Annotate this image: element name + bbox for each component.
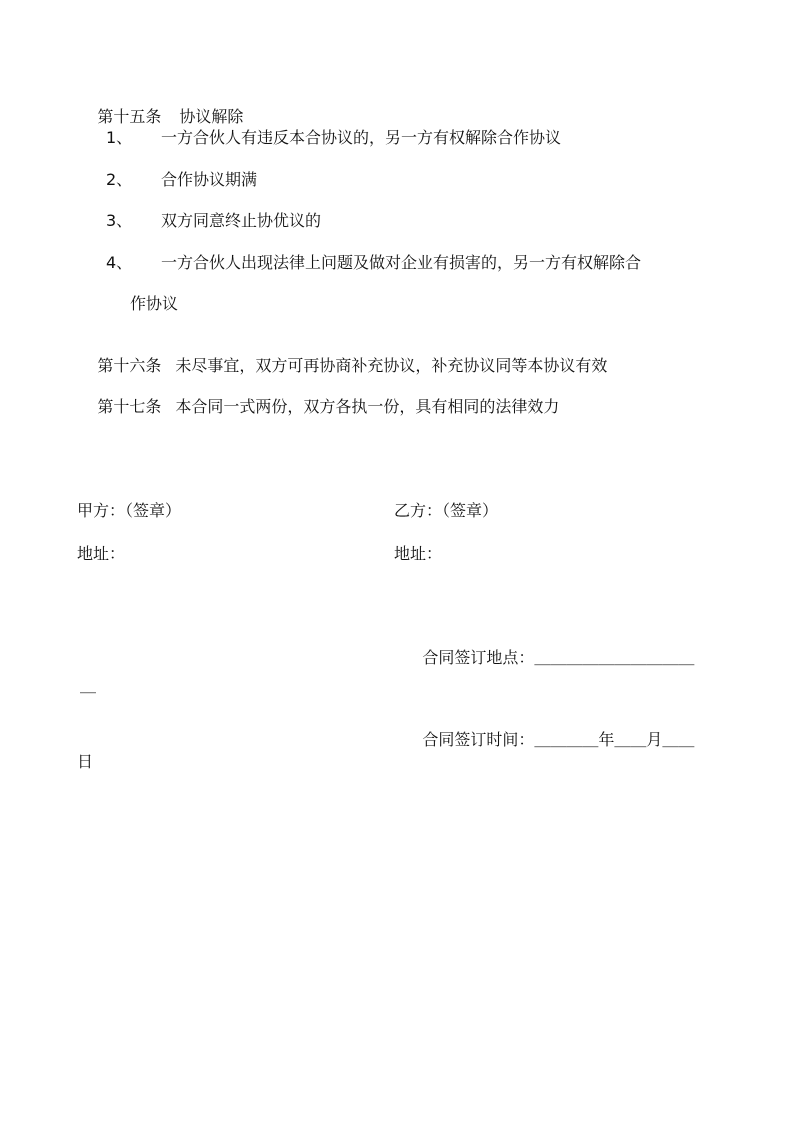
signing-time: [402, 710, 694, 770]
signing-time-label: 合同签订时间：: [422, 730, 535, 749]
article-15-item-2-text: 合作协议期满: [161, 170, 258, 189]
signing-location-blank: ＿＿＿＿＿＿＿＿＿＿: [534, 648, 695, 667]
article-17-text: 本合同一式两份，双方各执一份，具有相同的法律效力: [175, 397, 560, 416]
signing-location-label: 合同签订地点：: [422, 648, 535, 667]
article-17: [77, 377, 559, 437]
article-15-item-1-number: 1、: [106, 128, 133, 147]
party-a-signature: 甲方：（签章）: [77, 501, 182, 520]
article-15-item-4-continuation: 作协议: [130, 294, 179, 313]
party-b-address: 地址：: [394, 544, 443, 563]
article-15-item-4-number: 4、: [106, 253, 133, 272]
article-16-number: 第十六条: [97, 356, 162, 375]
article-15-item-1-text: 一方合伙人有违反本合协议的，另一方有权解除合作协议: [161, 128, 562, 147]
party-a-address: 地址：: [77, 544, 126, 563]
signing-time-day: 日: [77, 752, 94, 771]
article-15-item-3-text: 双方同意终止协优议的: [161, 211, 322, 230]
signing-location: [402, 628, 694, 688]
party-b-signature: 乙方：（签章）: [394, 501, 499, 520]
signing-location-blank-wrap: ＿: [80, 676, 97, 695]
article-15-item-4-text: 一方合伙人出现法律上问题及做对企业有损害的，另一方有权解除合: [161, 253, 642, 272]
article-15-item-2-number: 2、: [106, 170, 133, 189]
article-15-title: 协议解除: [179, 107, 244, 126]
article-15-number: 第十五条: [97, 107, 162, 126]
article-16-text: 未尽事宜，双方可再协商补充协议，补充协议同等本协议有效: [175, 356, 608, 375]
article-17-number: 第十七条: [97, 397, 162, 416]
signing-time-blank: ＿＿＿＿年＿＿月＿＿: [534, 730, 695, 749]
article-15-item-3-number: 3、: [106, 211, 133, 230]
